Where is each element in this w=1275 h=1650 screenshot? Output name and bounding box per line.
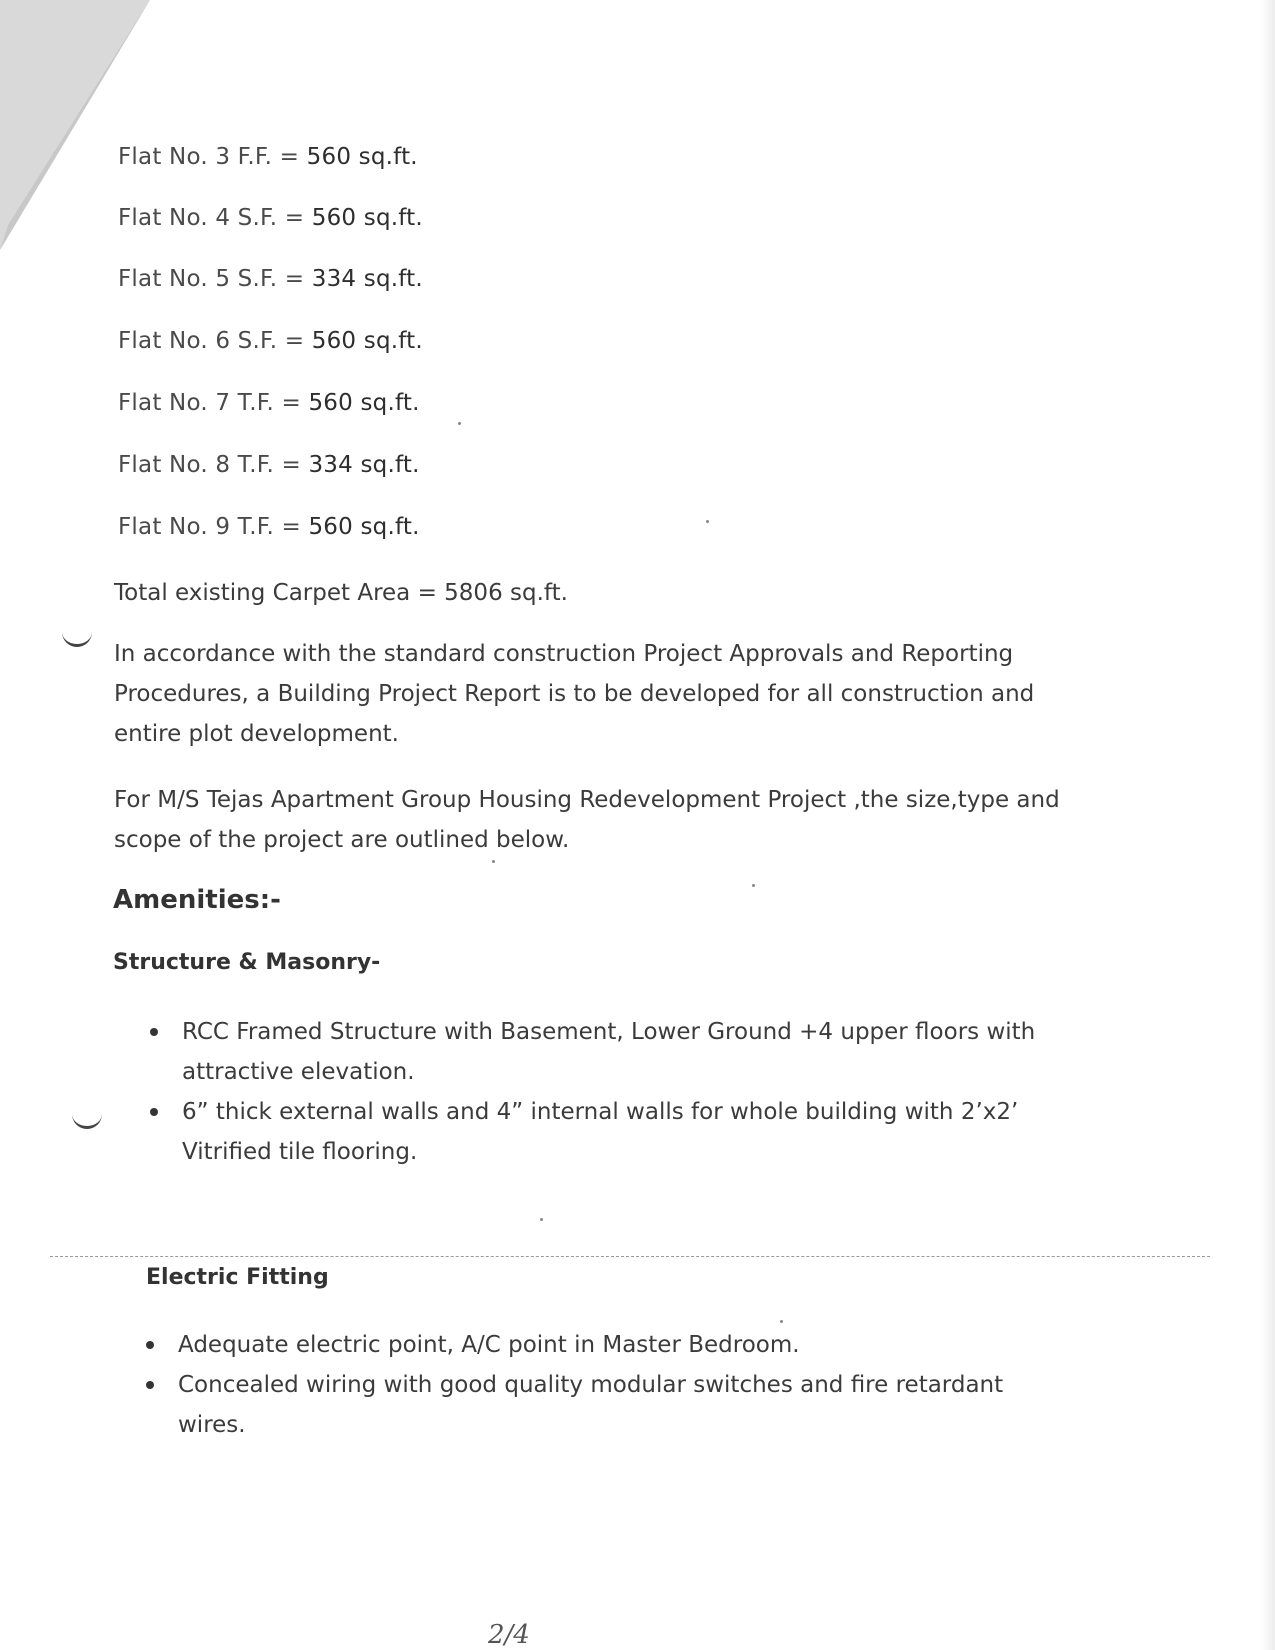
list-item-text: RCC Framed Structure with Basement, Lower Ground +4 upper floors with attractive elevation. <box>182 1019 1036 1085</box>
flat-label: Flat No. 7 T.F. = <box>118 390 301 416</box>
structure-list <box>150 1012 1050 1172</box>
flat-label: Flat No. 8 T.F. = <box>118 452 301 478</box>
scan-speck <box>752 884 755 887</box>
flat-label: Flat No. 3 F.F. = <box>118 144 300 170</box>
page-edge-shadow <box>1261 0 1275 1650</box>
punch-hole-mark <box>72 1110 102 1129</box>
flat-4-area <box>118 205 423 231</box>
amenities-heading: Amenities:- <box>113 885 281 915</box>
scan-speck <box>780 1320 783 1323</box>
flat-3-area <box>118 144 418 170</box>
scan-speck <box>458 422 461 425</box>
structure-masonry-heading: Structure & Masonry- <box>113 950 381 975</box>
scan-speck <box>540 1218 543 1221</box>
flat-value: 334 sq.ft. <box>308 452 420 478</box>
list-item <box>146 1365 1046 1445</box>
scan-divider-line <box>50 1256 1210 1257</box>
flat-label: Flat No. 4 S.F. = <box>118 205 305 231</box>
bullet-icon <box>146 1381 154 1389</box>
flat-7-area <box>118 390 420 416</box>
flat-5-area <box>118 266 423 292</box>
list-item-text: Concealed wiring with good quality modular switches and fire retardant wires. <box>178 1372 1004 1438</box>
paragraph-approvals: In accordance with the standard construction Project Approvals and Reporting Procedures, a Building Project Report is to be developed for all construction and entire plot development. <box>114 641 1035 747</box>
page-number: 2/4 <box>488 1620 530 1650</box>
electric-fitting-heading: Electric Fitting <box>146 1265 329 1290</box>
flat-label: Flat No. 5 S.F. = <box>118 266 305 292</box>
flat-value: 560 sq.ft. <box>308 390 420 416</box>
flat-8-area <box>118 452 420 478</box>
flat-value: 560 sq.ft. <box>311 205 423 231</box>
bullet-icon <box>150 1108 158 1116</box>
total-carpet-area: Total existing Carpet Area = 5806 sq.ft. <box>114 580 568 606</box>
bullet-icon <box>150 1028 158 1036</box>
flat-value: 560 sq.ft. <box>311 328 423 354</box>
electric-list <box>146 1325 1046 1445</box>
flat-9-area <box>118 514 420 540</box>
bullet-icon <box>146 1341 154 1349</box>
flat-label: Flat No. 9 T.F. = <box>118 514 301 540</box>
flat-value: 560 sq.ft. <box>306 144 418 170</box>
list-item <box>150 1092 1050 1172</box>
flat-6-area <box>118 328 423 354</box>
punch-hole-mark <box>62 628 92 647</box>
paragraph-project-scope: For M/S Tejas Apartment Group Housing Redevelopment Project ,the size,type and scope of the project are outlined below. <box>114 787 1060 853</box>
flat-label: Flat No. 6 S.F. = <box>118 328 305 354</box>
list-item <box>150 1012 1050 1092</box>
scan-speck <box>706 520 709 523</box>
flat-value: 560 sq.ft. <box>308 514 420 540</box>
scan-speck <box>492 860 495 863</box>
list-item-text: Adequate electric point, A/C point in Master Bedroom. <box>178 1332 800 1358</box>
flat-value: 334 sq.ft. <box>311 266 423 292</box>
list-item <box>146 1325 1046 1365</box>
list-item-text: 6” thick external walls and 4” internal walls for whole building with 2’x2’ Vitrified tile flooring. <box>182 1099 1019 1165</box>
